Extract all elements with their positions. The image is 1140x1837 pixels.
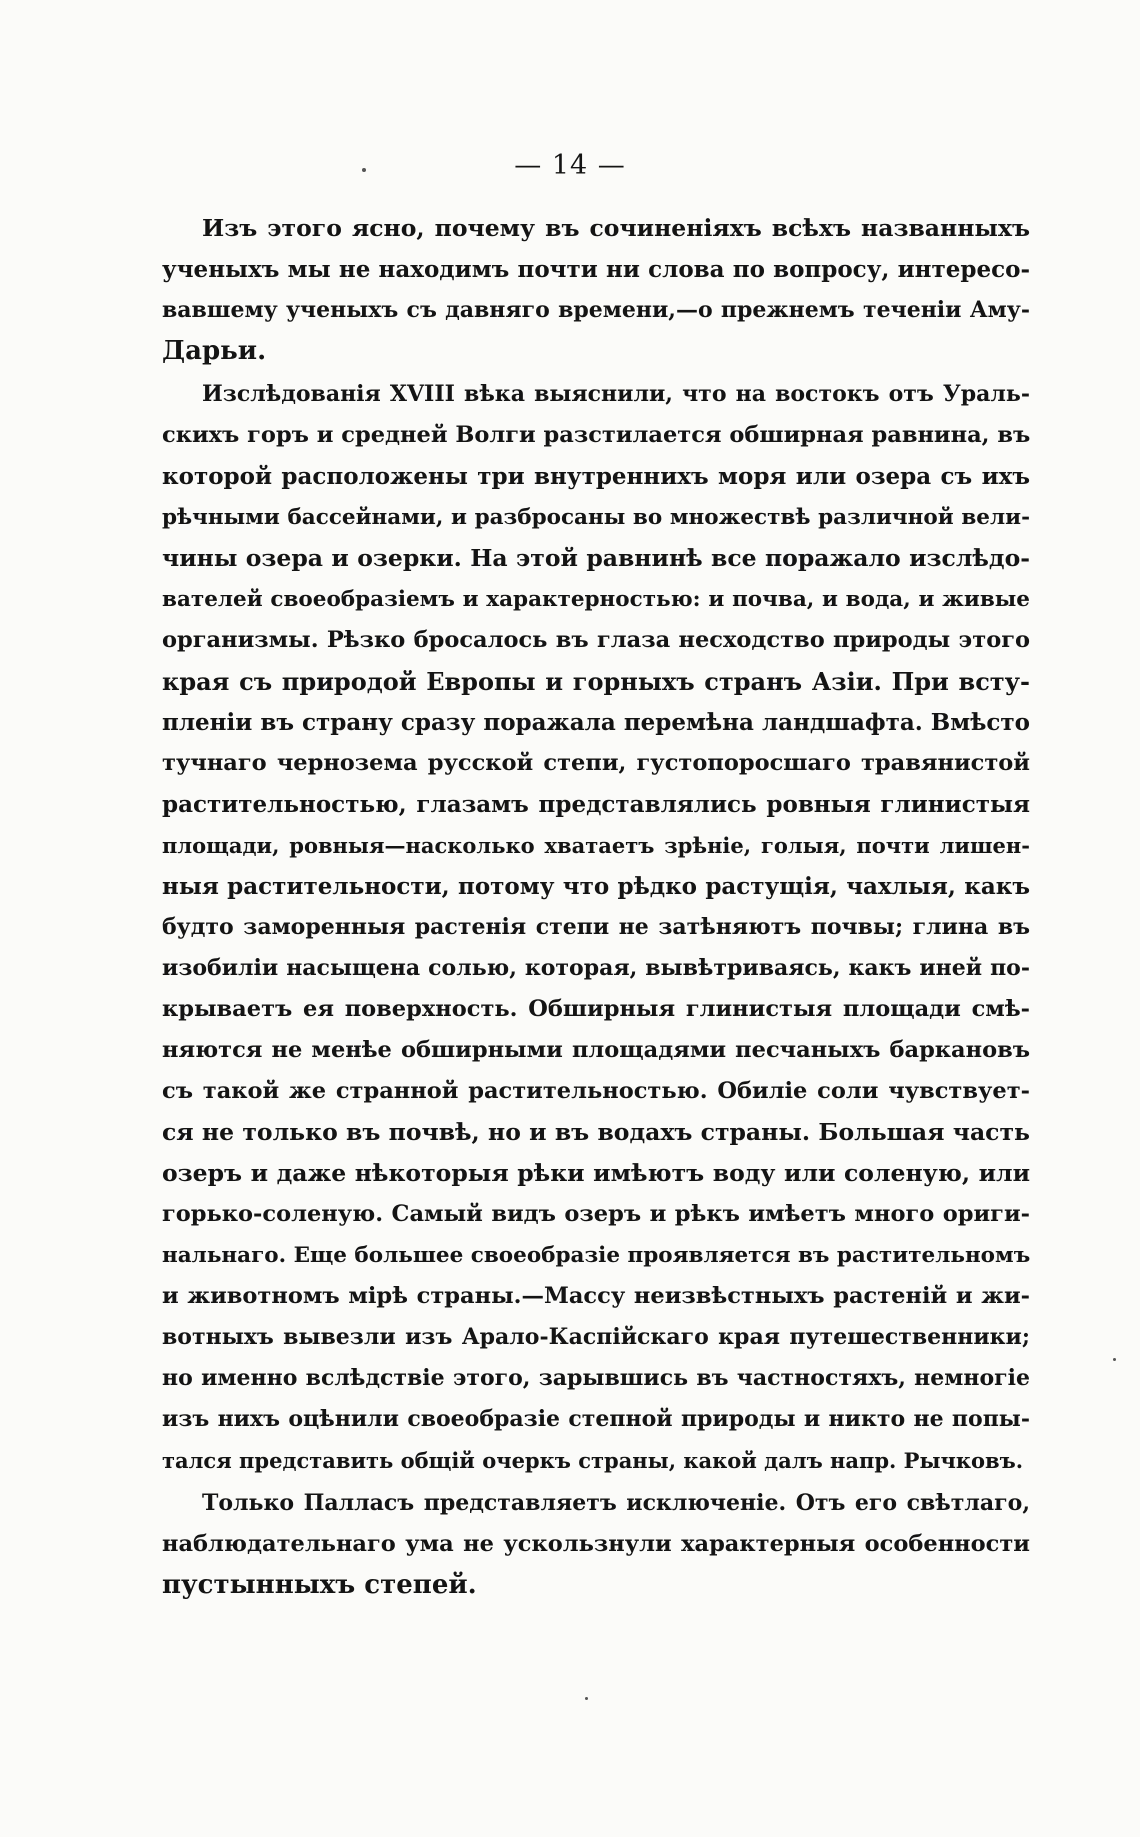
text-line: скихъ горъ и средней Волги разстилается обширная равнина, въ: [162, 422, 1031, 448]
page-number: — 14 —: [514, 150, 626, 181]
text-line: пустынныхъ степей.: [162, 1570, 477, 1600]
text-line: вотныхъ вывезли изъ Арало-Каспійскаго края путешественники;: [162, 1324, 1030, 1350]
text-line: вавшему ученыхъ съ давняго времени,—о прежнемъ теченіи Аму-: [162, 297, 1030, 323]
text-line: рѣчными бассейнами, и разбросаны во множествѣ различной вели-: [162, 505, 1030, 530]
text-line: организмы. Рѣзко бросалось въ глаза несходство природы этого: [162, 627, 1030, 653]
text-line: ся не только въ почвѣ, но и въ водахъ страны. Большая часть: [162, 1118, 1030, 1146]
text-line: съ такой же странной растительностью. Обиліе соли чувствует-: [162, 1078, 1030, 1104]
text-line: пленіи въ страну сразу поражала перемѣна ландшафта. Вмѣсто: [162, 709, 1030, 736]
text-line: но именно вслѣдствіе этого, зарывшись въ частностяхъ, немногіе: [162, 1365, 1030, 1391]
print-speck: [362, 168, 366, 172]
text-line: Дарьи.: [162, 336, 267, 366]
text-line: и животномъ мірѣ страны.—Массу неизвѣстныхъ растеній и жи-: [162, 1283, 1030, 1309]
text-line: Изслѣдованія XVIII вѣка выяснили, что на востокъ отъ Ураль-: [202, 381, 1030, 407]
text-line: крываетъ ея поверхность. Обширныя глинистыя площади смѣ-: [162, 996, 1030, 1022]
paragraph: [162, 1483, 1030, 1606]
print-speck: [585, 1697, 588, 1700]
text-body: [162, 208, 1030, 1608]
text-line: няются не менѣе обширными площадями песчаныхъ баркановъ: [162, 1037, 1030, 1063]
text-line: будто заморенныя растенія степи не затѣняютъ почвы; глина въ: [162, 914, 1030, 940]
text-line: тался представить общій очеркъ страны, какой далъ напр. Рычковъ.: [162, 1448, 1024, 1473]
text-line: ученыхъ мы не находимъ почти ни слова по вопросу, интересо-: [162, 256, 1030, 283]
text-line: нальнаго. Еще большее своеобразіе проявляется въ растительномъ: [162, 1243, 1031, 1268]
paragraph: [162, 374, 1030, 1481]
text-line: озеръ и даже нѣкоторыя рѣки имѣютъ воду или соленую, или: [162, 1159, 1030, 1187]
text-line: тучнаго чернозема русской степи, густопоросшаго травянистой: [162, 750, 1030, 776]
text-line: изъ нихъ оцѣнили своеобразіе степной природы и никто не попы-: [162, 1406, 1030, 1432]
text-line: чины озера и озерки. На этой равнинѣ все поражало изслѣдо-: [162, 544, 1030, 572]
text-line: наблюдательнаго ума не ускользнули характерныя особенности: [162, 1531, 1030, 1557]
text-line: горько-соленую. Самый видъ озеръ и рѣкъ имѣетъ много ориги-: [162, 1201, 1030, 1227]
text-line: изобиліи насыщена солью, которая, вывѣтриваясь, какъ иней по-: [162, 955, 1030, 981]
paragraph: [162, 208, 1030, 372]
text-line: вателей своеобразіемъ и характерностью: и почва, и вода, и живые: [162, 587, 1030, 612]
print-speck: [1113, 1358, 1116, 1361]
text-line: ныя растительности, потому что рѣдко растущія, чахлыя, какъ: [162, 873, 1030, 900]
text-line: края съ природой Европы и горныхъ странъ Азіи. При всту-: [162, 667, 1030, 696]
text-line: которой расположены три внутреннихъ моря или озера съ ихъ: [162, 463, 1030, 490]
text-line: площади, ровныя—насколько хватаетъ зрѣніе, голыя, почти лишен-: [162, 833, 1030, 858]
text-line: Изъ этого ясно, почему въ сочиненіяхъ всѣхъ названныхъ: [202, 214, 1030, 242]
text-line: растительностью, глазамъ представлялись ровныя глинистыя: [162, 791, 1030, 818]
text-line: Только Палласъ представляетъ исключеніе. Отъ его свѣтлаго,: [202, 1490, 1030, 1516]
